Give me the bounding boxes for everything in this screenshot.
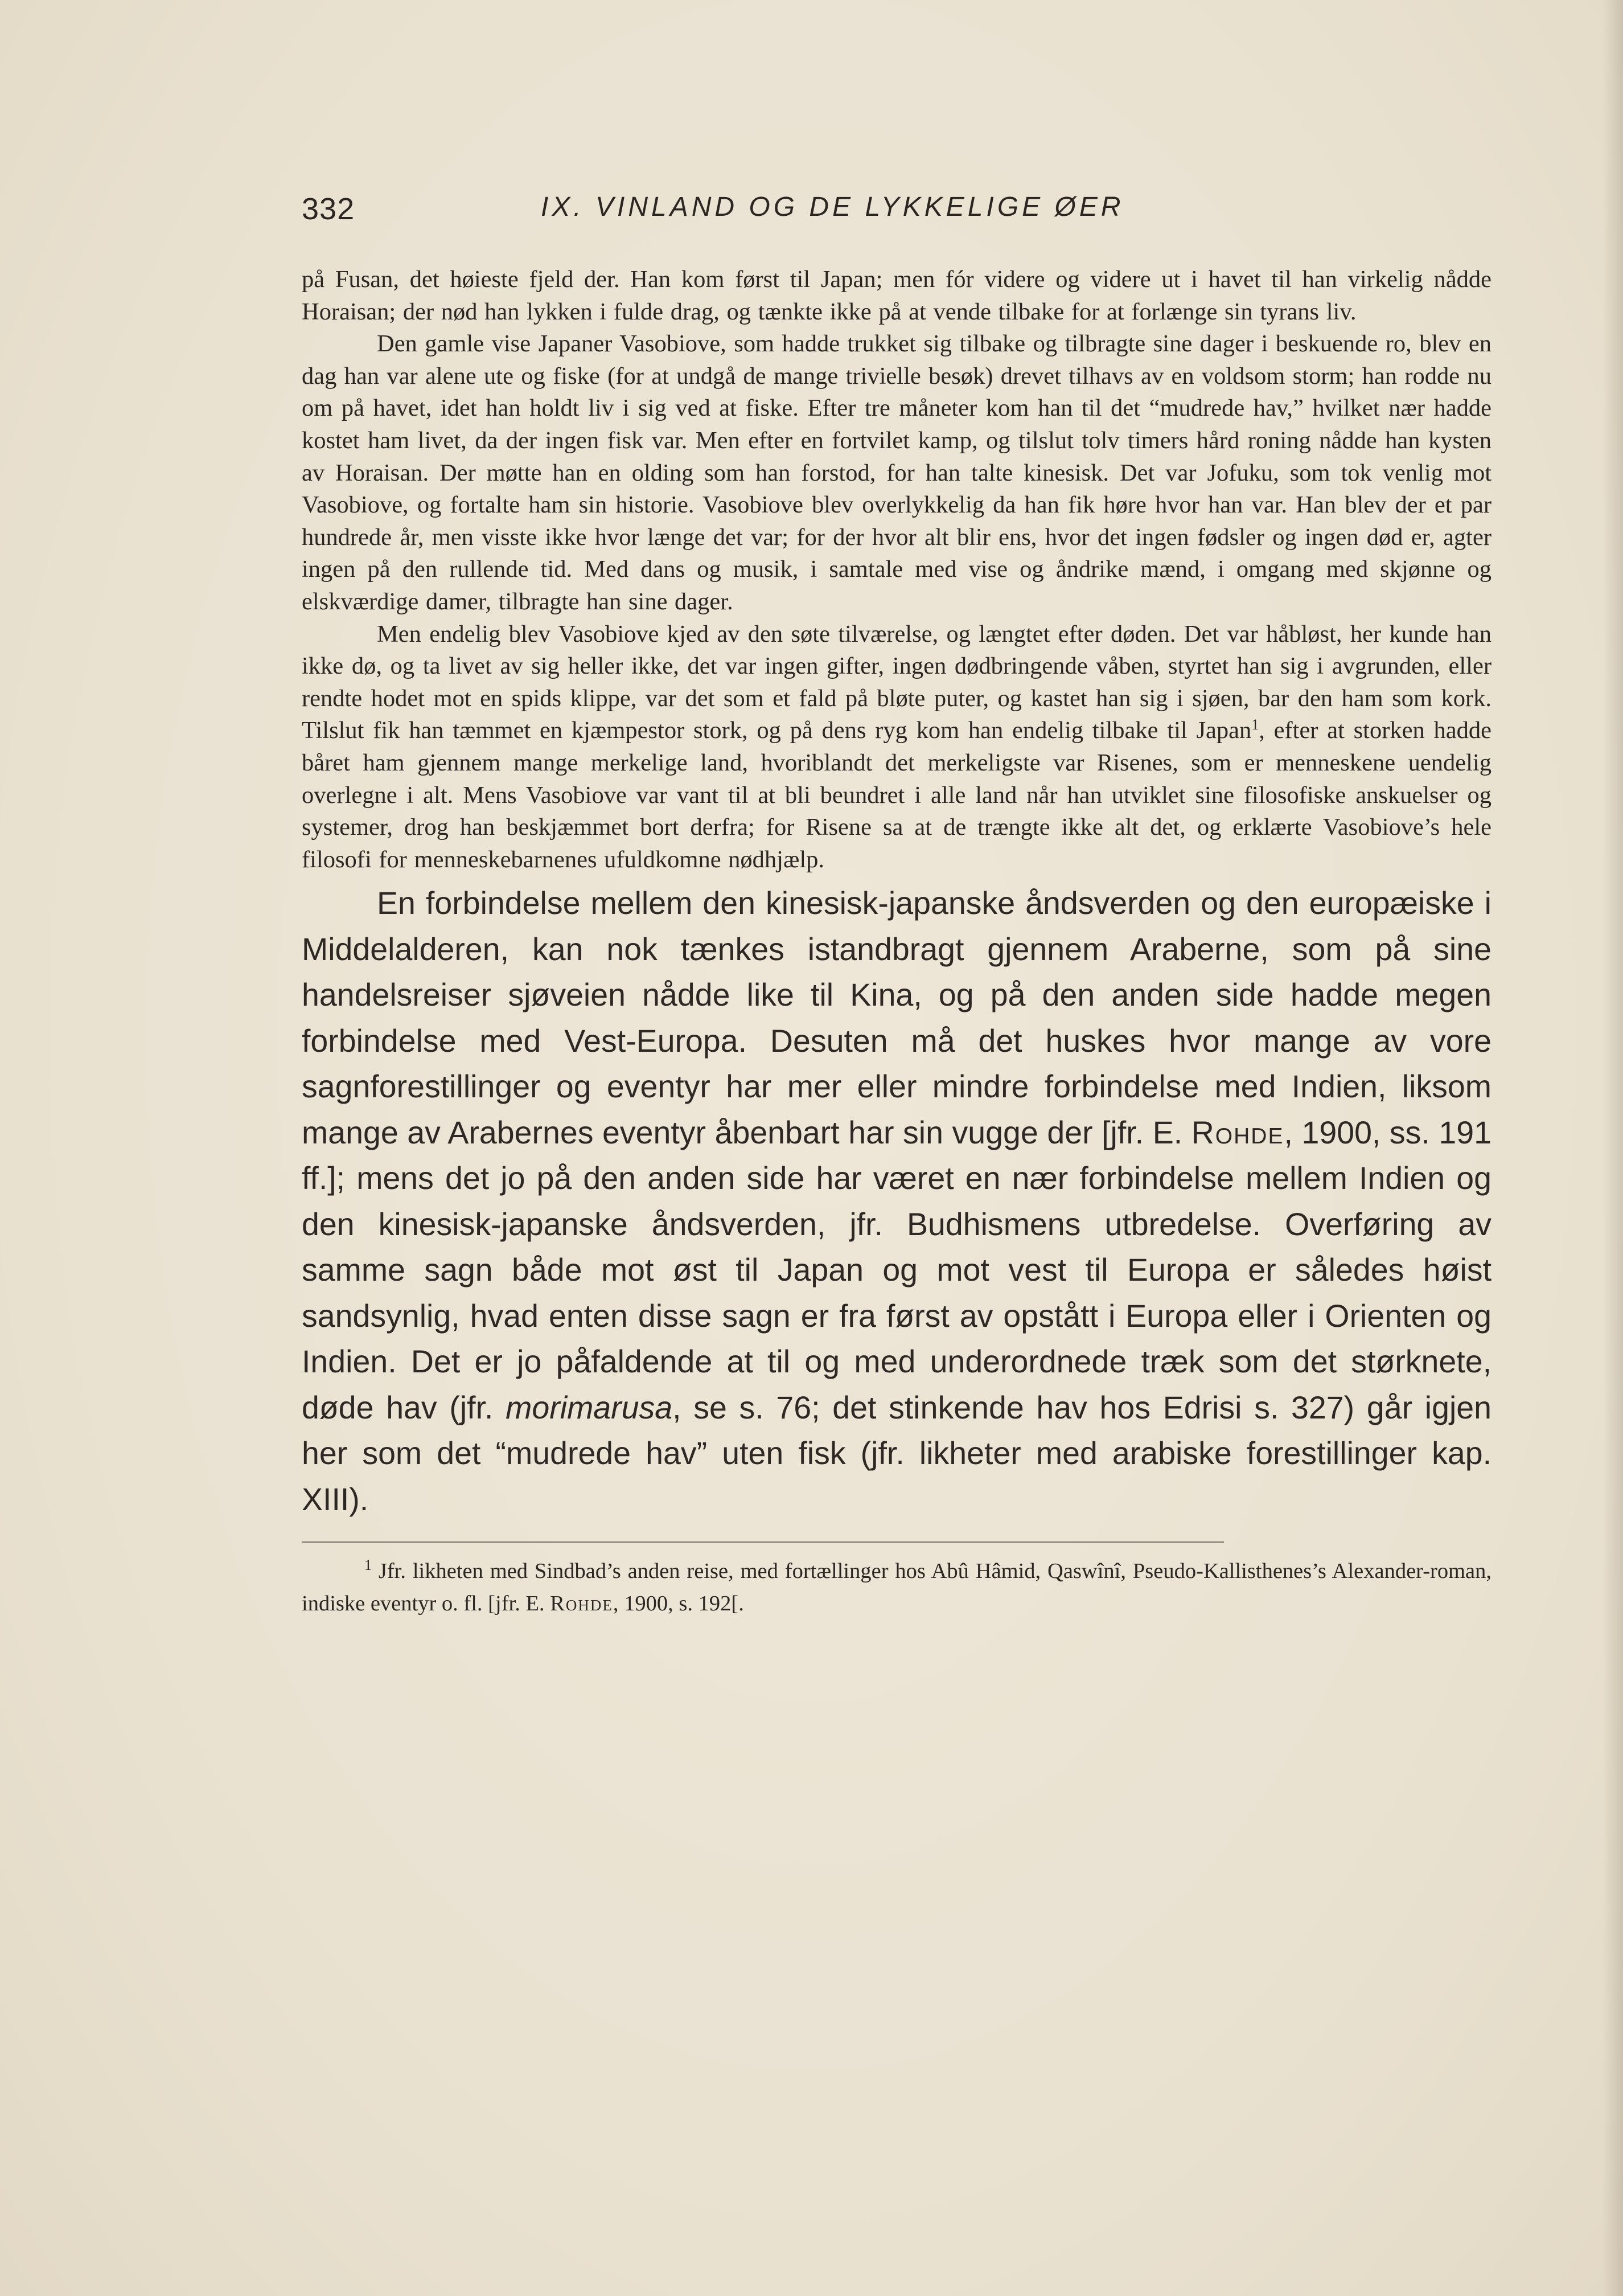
paragraph-3	[302, 618, 1491, 876]
footnote	[302, 1555, 1491, 1620]
footnote-reference: 1	[1251, 716, 1259, 733]
page-body	[302, 264, 1491, 1620]
page-number: 332	[302, 192, 355, 226]
footnote-author: Rohde	[550, 1591, 613, 1616]
footnote-rule	[302, 1541, 1224, 1543]
footnote-marker: 1	[364, 1557, 372, 1574]
running-head: IX. VINLAND OG DE LYKKELIGE ØER	[541, 192, 1124, 222]
paragraph-3-part-2: , efter at storken hadde båret ham gjennem mange merkelige land, hvoriblandt det merkeligste var Risenes, som er menneskene uendelig overlegne i alt. Mens Vasobiove var vant til at bli beundret i alle land når han utviklet sine filosofiske anskuelser og systemer, drog han beskjæmmet bort derfra; for Risene sa at de trængte ikke alt det, og erklærte Vasobiove’s hele filosofi for menneskebarnenes ufuldkomne nødhjælp.	[302, 717, 1491, 873]
footnote-part-1: Jfr. likheten med Sindbad’s anden reise, med fortællinger hos Abû Hâmid, Qaswînî, Pseudo-Kallisthenes’s Alexander-roman, indiske eventyr o. fl. [jfr. E.	[302, 1559, 1492, 1616]
italic-term: morimarusa	[506, 1389, 673, 1425]
footnote-text	[302, 1555, 1491, 1620]
commentary-part-1: En forbindelse mellem den kinesisk-japanske åndsverden og den europæiske i Middelalderen, kan nok tænkes istandbragt gjennem Araberne, som på sine handelsreiser sjøveien nådde like til Kina, og på den anden side hadde megen forbindelse med Vest-Europa. Desuten må det huskes hvor mange av vore sagnforestillinger og eventyr har mer eller mindre forbindelse med Indien, liksom mange av Arabernes eventyr åbenbart har sin vugge der [jfr. E.	[302, 885, 1491, 1150]
page-header	[302, 191, 1383, 237]
commentary-paragraph	[302, 880, 1491, 1522]
footnote-part-2: , 1900, s. 192[.	[613, 1591, 744, 1616]
commentary-part-2: , 1900, ss. 191 ff.]; mens det jo på den anden side har været en nær forbindelse mellem Indien og den kinesisk-japanske åndsverden, jfr. Budhismens utbredelse. Overføring av samme sagn både mot øst til Japan og mot vest til Europa er således høist sandsynlig, hvad enten disse sagn er fra først av opstått i Europa eller i Orienten og Indien. Det er jo påfaldende at til og med underordnede træk som det størknete, døde hav (jfr.	[302, 1114, 1492, 1425]
page-edge-shadow	[1603, 0, 1623, 2296]
paragraph-3-part-1: Men endelig blev Vasobiove kjed av den søte tilværelse, og længtet efter døden. Det var håbløst, her kunde han ikke dø, og ta livet av sig heller ikke, det var ingen gifter, ingen dødbringende våben, styrtet han sig i avgrunden, eller rendte hodet mot en spids klippe, var det som et fald på bløte puter, og kastet han sig i sjøen, bar den ham som kork. Tilslut fik han tæmmet en kjæmpestor stork, og på dens ryg kom han endelig tilbake til Japan	[302, 620, 1491, 744]
commentary-part-3: , se s. 76; det stinkende hav hos Edrisi s. 327) går igjen her som det “mudrede hav” uten fisk (jfr. likheter med arabiske forestillinger kap. XIII).	[302, 1389, 1492, 1517]
paragraph-2: Den gamle vise Japaner Vasobiove, som hadde trukket sig tilbake og tilbragte sine dager i beskuende ro, blev en dag han var alene ute og fiske (for at undgå de mange trivielle besøk) drevet tilhavs av en voldsom storm; han rodde nu om på havet, idet han holdt liv i sig ved at fiske. Efter tre måneter kom han til det “mudrede hav,” hvilket nær hadde kostet ham livet, da der ingen fisk var. Men efter en fortvilet kamp, og tilslut tolv timers hård roning nådde han kysten av Horaisan. Der møtte han en olding som han forstod, for han talte kinesisk. Det var Jofuku, som tok venlig mot Vasobiove, og fortalte ham sin historie. Vasobiove blev overlykkelig da han fik høre hvor han var. Han blev der et par hundrede år, men visste ikke hvor længe det var; for der hvor alt blir ens, hvor det ingen fødsler og ingen død er, agter ingen på den rullende tid. Med dans og musik, i samtale med vise og åndrike mænd, i omgang med skjønne og elskværdige damer, tilbragte han sine dager.	[302, 330, 1491, 615]
author-name: Rohde	[1191, 1114, 1284, 1150]
commentary-text	[302, 880, 1491, 1522]
paragraph-1: på Fusan, det høieste fjeld der. Han kom først til Japan; men fór videre og videre ut i havet til han virkelig nådde Horaisan; der nød han lykken i fulde drag, og tænkte ikke på at vende tilbake for at forlænge sin tyrans liv.	[302, 266, 1491, 325]
story-text	[302, 264, 1491, 876]
